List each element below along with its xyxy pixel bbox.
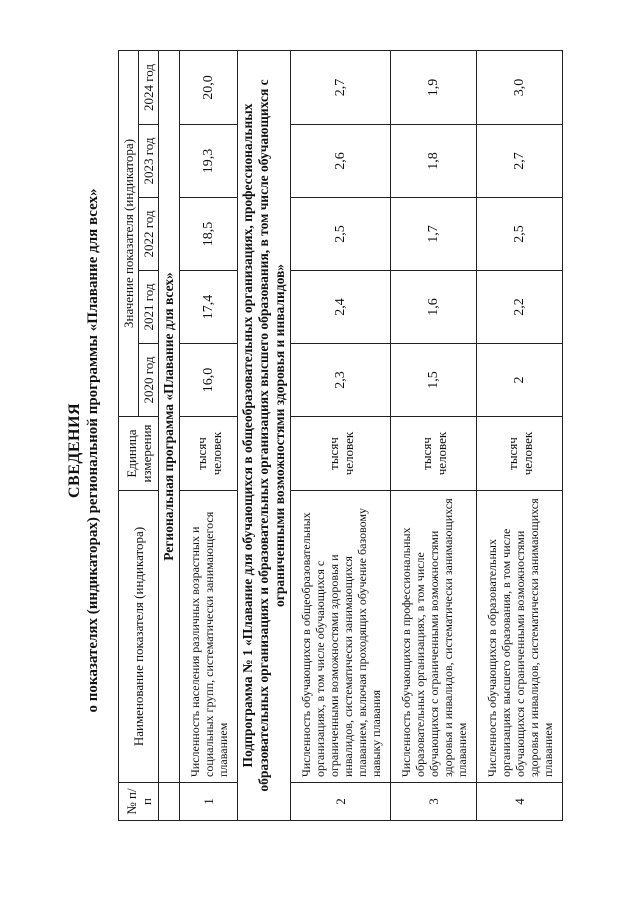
row-num: 4 [477,783,563,821]
header-year: 2022 год [139,198,159,271]
indicators-table [118,50,563,821]
row-value: 2,5 [291,198,391,271]
row-value: 1,9 [391,50,477,124]
row-value: 19,3 [180,125,238,198]
header-num: № п/п [119,783,159,821]
table-row [180,50,238,820]
row-value: 2,6 [291,125,391,198]
section-program-row [159,50,180,820]
row-num: 2 [291,783,391,821]
row-value: 1,6 [391,271,477,344]
row-unit: тысяч человек [477,417,563,491]
row-value: 18,5 [180,198,238,271]
section-program-title: Региональная программа «Плавание для всех» [159,50,180,782]
row-value: 1,5 [391,344,477,417]
row-value: 2,7 [291,50,391,124]
row-value: 1,8 [391,125,477,198]
row-name: Численность населения различных возрастных и социальных групп, систематически занимающегося плаванием [180,491,238,783]
row-num: 3 [391,783,477,821]
row-value: 2,3 [291,344,391,417]
row-value: 2,2 [477,271,563,344]
header-year: 2020 год [139,344,159,417]
document-subtitle: о показателях (индикаторах) региональной программы «Плавание для всех» [85,188,101,713]
header-year: 2024 год [139,50,159,124]
row-value: 2,4 [291,271,391,344]
row-unit: тысяч человек [291,417,391,491]
section-subprogram-title: Подпрограмма № 1 «Плавание для обучающихся в общеобразовательных организациях, профессиональных образовательных организациях и образовательных организациях высшего образования, в том числе обучающихся с ограниченными возможностями здоровья и инвалидов» [238,50,291,820]
row-value: 16,0 [180,344,238,417]
table-row [477,50,563,820]
header-name: Наименование показателя (индикатора) [119,491,159,783]
header-unit: Единица измерения [119,417,159,491]
table-row [291,50,391,820]
row-num: 1 [180,783,238,821]
row-value: 2 [477,344,563,417]
document-title: СВЕДЕНИЯ [66,402,83,499]
row-value: 2,5 [477,198,563,271]
row-value: 17,4 [180,271,238,344]
row-unit: тысяч человек [391,417,477,491]
row-name: Численность обучающихся в профессиональных образовательных организациях, в том числе обучающихся с ограниченными возможностями здоровья и инвалидов, систематически занимающихся плаванием [391,491,477,783]
row-unit: тысяч человек [180,417,238,491]
row-value: 20,0 [180,50,238,124]
header-values-group: Значение показателя (индикатора) [119,50,139,416]
section-subprogram-row [238,50,291,820]
table-row [391,50,477,820]
row-value: 3,0 [477,50,563,124]
header-year: 2023 год [139,125,159,198]
row-name: Численность обучающихся в общеобразовательных организациях, в том числе обучающихся с ограниченными возможностями здоровья и инвалидов, систематически занимающихся плаванием, включая проходящих обучение базовому навыку плавания [291,491,391,783]
row-value: 2,7 [477,125,563,198]
row-name: Численность обучающихся в образовательных организациях высшего образования, в том числе обучающихся с ограниченными возможностями здоровья и инвалидов, систематически занимающихся плаванием [477,491,563,783]
header-row-1 [119,50,139,820]
header-year: 2021 год [139,271,159,344]
row-value: 1,7 [391,198,477,271]
